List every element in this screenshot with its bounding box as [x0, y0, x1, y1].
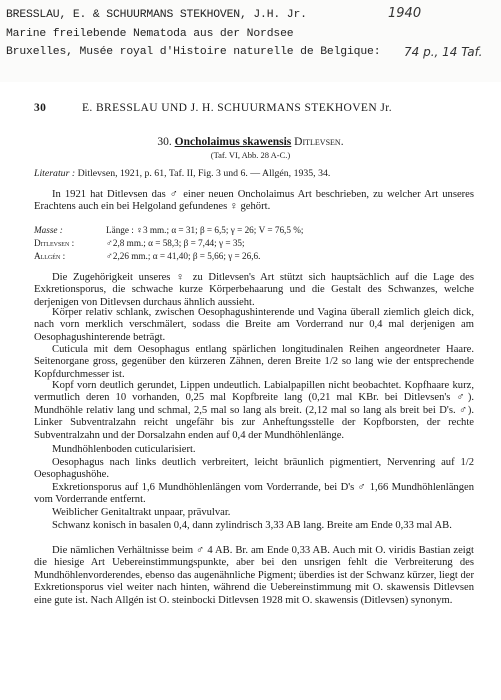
handwritten-pages: 74 p., 14 Taf. — [404, 45, 483, 59]
intro-paragraph — [34, 189, 474, 214]
plate-reference: (Taf. VI, Abb. 28 A-C.) — [210, 150, 291, 160]
species-author: Ditlevsen. — [294, 136, 344, 148]
body-paragraph — [34, 307, 474, 344]
body-paragraph — [34, 344, 474, 381]
paragraph-text: Cuticula mit dem Oesophagus entlang spärlichen longitudinalen Reihen angeordneter Haare. Seitenorgane gross, gegenüber den kürzeren Zähnen, deren Breite 1/2 so lang wie der entsprechende Kopfdurchmesser ist. — [34, 344, 474, 380]
body-paragraph — [34, 507, 474, 519]
measure-row — [34, 237, 474, 250]
paragraph-text: Exkretionsporus auf 1,6 Mundhöhlenlängen vom Vorderrande, bei D's ♂ 1,66 Mundhöhlenlängen vom Vorderrande entfernt. — [34, 482, 474, 506]
paragraph-text: Weiblicher Genitaltrakt unpaar, prävulvar. — [52, 507, 231, 518]
page-number: 30 — [34, 102, 47, 114]
body-paragraph — [34, 380, 474, 442]
measure-row — [34, 224, 474, 237]
measure-values: ♂2,26 mm.; α = 41,40; β = 5,66; γ = 26,6. — [106, 251, 261, 261]
body-paragraph — [34, 272, 474, 309]
measure-label: Masse : — [34, 225, 63, 235]
literature-line — [34, 168, 474, 179]
paragraph-text: Schwanz konisch in basalen 0,4, dann zylindrisch 3,33 AB lang. Breite am Ende 0,33 mal AB. — [52, 520, 452, 531]
typed-citation-title: Marine freilebende Nematoda aus der Nordsee — [6, 28, 294, 40]
section-number: 30. — [157, 136, 172, 148]
typed-citation-authors: BRESSLAU, E. & SCHUURMANS STEKHOVEN, J.H. Jr. — [6, 9, 307, 21]
paragraph-text: Mundhöhlenboden cuticularisiert. — [52, 444, 196, 455]
measure-values: ♂2,8 mm.; α = 58,3; β = 7,44; γ = 35; — [106, 238, 245, 248]
paragraph-text: Kopf vorn deutlich gerundet, Lippen undeutlich. Labialpapillen nicht beobachtet. Kopfhaare kurz, vermutlich deren 10 vorhanden, 0,25 mal Kopfbreite lang (0,21 mal KBr. bei Ditlevsen's ♂). Mundhöhle relativ lang und schmal, 2,5 mal so lang als breit. (2,12 mal so lang als breit bei D's. ♂). Linker Subventralzahn reicht ungefähr bis zur Anheftungsstelle der Kopfborsten, der rechte Subventralzahn und der Dorsalzahn enden auf 0,4 der Mundhöhlenlänge. — [34, 380, 474, 441]
measure-label: Ditlevsen : — [34, 238, 75, 248]
literature-label: Literatur : — [34, 168, 76, 179]
measure-row — [34, 250, 474, 263]
body-paragraph — [34, 545, 474, 607]
measure-label: Allgén : — [34, 251, 66, 261]
typed-catalog-header — [0, 0, 501, 82]
running-head — [34, 102, 474, 114]
paragraph-text: Die nämlichen Verhältnisse beim ♂ 4 AB. Br. am Ende 0,33 AB. Auch mit O. viridis Bastian zeigt die hiesige Art Uebereinstimmungspunkte, aber bei den unsrigen fehlt die Verbreiterung des Mundhöhlenvorderendes, ebenso das augenähnliche Pigment; überdies ist der Schwanz kürzer, liegt der Exkretionsporus viel weiter nach hinten, während die Uebereinstimmung mit O. skawensis Ditlevsen eine gute ist. Nach Allgén ist O. steinbocki Ditlevsen 1928 mit O. skawensis (Ditlevsen) synonym. — [34, 545, 474, 606]
measurements-table — [34, 224, 474, 263]
species-title — [0, 136, 501, 148]
paragraph-text: Oesophagus nach links deutlich verbreitert, leicht bräunlich pigmentiert, Nervenring auf 1/2 Oesophagushöhe. — [34, 457, 474, 481]
intro-text: In 1921 hat Ditlevsen das ♂ einer neuen Oncholaimus Art beschrieben, zu welcher Art unseres Erachtens auch ein bei Helgoland gefundenes ♀ gehört. — [34, 189, 474, 213]
typed-citation-publisher: Bruxelles, Musée royal d'Histoire naturelle de Belgique: — [6, 46, 381, 58]
handwritten-year: 1940 — [388, 6, 422, 21]
body-paragraph — [34, 457, 474, 482]
scanned-page — [0, 82, 501, 700]
body-paragraph — [34, 482, 474, 507]
body-paragraph — [34, 520, 474, 532]
literature-text: Ditlevsen, 1921, p. 61, Taf. II, Fig. 3 und 6. — Allgén, 1935, 34. — [77, 168, 331, 179]
paragraph-text: Körper relativ schlank, zwischen Oesophagushinterende und Vagina überall ziemlich gleich dick, nach vorn merklich verschmälert, sodass die Breite am Vorderrand nur 0,4 mal derjenigen am Oesophagushinterende beträgt. — [34, 307, 474, 343]
paragraph-text: Die Zugehörigkeit unseres ♀ zu Ditlevsen's Art stützt sich hauptsächlich auf die Lage des Exkretionsporus, die schwache kurze Körperbehaarung und die Gestalt des Schwanzes, welche derjenigen von Ditlevsen durchaus ähnlich aussieht. — [34, 272, 474, 308]
running-head-text: E. BRESSLAU UND J. H. SCHUURMANS STEKHOVEN Jr. — [82, 102, 393, 114]
body-paragraph — [34, 444, 474, 456]
species-name: Oncholaimus skawensis — [174, 136, 292, 148]
measure-values: Länge : ♀3 mm.; α = 31; β = 6,5; γ = 26; V = 76,5 %; — [106, 225, 304, 235]
